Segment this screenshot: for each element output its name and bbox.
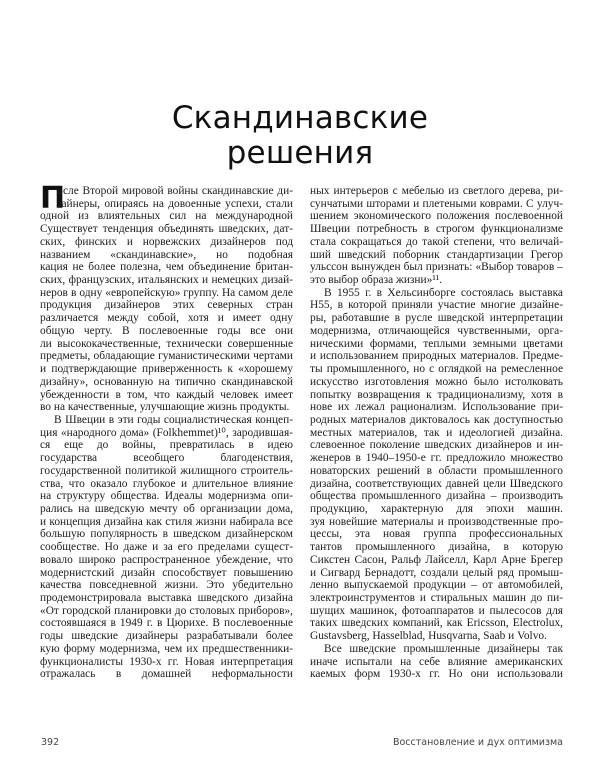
text-line: на структуру общества. Идеалы модернизма опи- xyxy=(40,490,293,503)
text-line: сообществе. Но даже и за его пределами сущест- xyxy=(40,541,293,554)
drop-cap: П xyxy=(40,181,66,216)
text-line: общества промышленного дизайна – производить xyxy=(310,490,563,503)
text-line: и использованием природных материалов. Предме- xyxy=(310,350,563,363)
text-line: продукцию, характерную для эпохи машин. xyxy=(310,502,563,515)
text-line: рались на шведскую мечту об организации дома, xyxy=(40,502,293,515)
text-line: родных материалов диктовалось как доступностью xyxy=(310,413,563,426)
text-line: ских, финских и норвежских дизайнеров под xyxy=(40,235,293,248)
text-line: модернизма, отличающейся чувственными, орга- xyxy=(310,324,563,337)
text-line: ция «народного дома» (Folkhemmet)¹⁰, зародившая- xyxy=(40,426,293,439)
text-line: различается между собой, хотя и имеет одну xyxy=(40,312,293,325)
text-line: отражалась в домашней неформальности xyxy=(40,668,293,681)
text-line: государства всеобщего благоденствия, xyxy=(40,452,293,465)
text-line: ульссон вынужден был признать: «Выбор товаров – xyxy=(310,261,563,274)
text-line: Н55, в которой приняли участие многие дизайне- xyxy=(310,299,563,312)
text-line: годы шведские дизайнеры разрабатывали более xyxy=(40,630,293,643)
text-line: это выбор образа жизни»¹¹. xyxy=(310,274,442,287)
text-line: женеров в 1940–1950-е гг. предложило множество xyxy=(310,452,563,465)
text-line: местных материалов, так и идеологией дизайна. xyxy=(310,426,563,439)
text-line: ных интерьеров с мебелью из светлого дерева, ри- xyxy=(310,185,563,197)
text-line: ленно выпускаемой продукции – от автомобилей, xyxy=(310,579,563,592)
text-line: во на качественные, улучшающие жизнь продукты. xyxy=(40,401,290,414)
text-line: неров в одну «европейскую» группу. На самом деле xyxy=(40,286,293,299)
text-line: кую форму модернизма, чем их предшественники- xyxy=(40,642,293,655)
text-line: и подтверждающие приверженность к «хорошему xyxy=(40,363,293,376)
text-line: таких шведских компаний, как Ericsson, Electrolux, xyxy=(310,617,563,630)
text-line: дизайну», основанную на типично скандинавской xyxy=(40,375,293,388)
text-line: Швеции потребность в строгом функционализме xyxy=(310,223,563,236)
left-text-column xyxy=(40,181,293,681)
text-line: ства, что оказало глубокое и длительное влияние xyxy=(40,477,293,490)
chapter-title-line-1: Скандинавские xyxy=(171,99,429,136)
text-line: Все шведские промышленные дизайнеры так xyxy=(324,642,563,655)
text-line: слевоенное поколение шведских дизайнеров и ин- xyxy=(310,439,563,452)
text-line: и Сигвард Бернадотт, создали целый ряд промыш- xyxy=(310,566,563,579)
text-line: сунчатыми шторами и плетеными коврами. С улуч- xyxy=(310,197,563,210)
text-line: ший шведский поборник стандартизации Грегор xyxy=(310,248,563,261)
text-line: и концепция дизайна как стиля жизни набирала все xyxy=(40,515,293,528)
text-line: шущих машинок, фотоаппаратов и пылесосов для xyxy=(310,604,563,617)
text-line: попытку возвращения к традиционализму, хотя в xyxy=(310,388,563,401)
text-line: зайнеры, опираясь на довоенные успехи, стали xyxy=(57,197,293,210)
right-text-column xyxy=(310,185,563,681)
text-line: общую черту. В послевоенные годы все они xyxy=(40,324,293,337)
text-line: стала сокращаться до такой степени, что величай- xyxy=(310,235,563,248)
text-line: вовало широко распространенное убеждение, что xyxy=(40,553,293,566)
text-line: кация не более полезна, чем объединение британ- xyxy=(40,261,293,274)
text-line: продемонстрировала выставка шведского дизайна xyxy=(40,592,293,604)
text-line: модернистский дизайн способствует повышению xyxy=(40,566,293,579)
text-line: названием «скандинавские», но подобная xyxy=(40,248,293,261)
text-line: В Швеции в эти годы социалистическая концеп- xyxy=(54,413,293,426)
text-line: иначе испытали на себе влияние американских xyxy=(310,655,563,668)
text-line: каемых форм 1930-х гг. Но они использовали xyxy=(310,668,563,681)
text-line: цессы, эта новая группа профессиональных xyxy=(310,528,563,541)
text-line: одной из влиятельных сил на международной xyxy=(40,210,293,223)
text-line: ры, работавшие в русле шведской интерпретации xyxy=(310,312,563,325)
text-line: продукция дизайнеров этих северных стран xyxy=(40,299,293,312)
text-line: большую популярность в шведском дизайнерском xyxy=(40,528,293,541)
text-line: В 1955 г. в Хельсинборге состоялась выставка xyxy=(324,286,563,299)
text-line: «От городской планировки до столовых приборов», xyxy=(40,604,293,617)
page-number: 392 xyxy=(41,737,60,748)
text-line: электроинструментов и стиральных машин до пи- xyxy=(310,592,563,604)
text-line: Gustavsberg, Hasselblad, Husqvarna, Saab и Volvo. xyxy=(310,630,547,643)
text-line: искусство изготовления можно было истолковать xyxy=(310,375,563,388)
text-line: ли высококачественные, технически совершенные xyxy=(40,337,293,350)
text-line: качества повседневной жизни. Это убедительно xyxy=(40,579,293,592)
running-title: Восстановление и дух оптимизма xyxy=(392,737,563,748)
text-line: новаторских решений в области промышленного xyxy=(310,464,563,477)
text-line: Сикстен Сасон, Ральф Лайселл, Карл Арне Брегер xyxy=(310,553,563,566)
chapter-title-line-2: решения xyxy=(226,134,374,171)
text-line: государственной политикой жилищного строитель- xyxy=(40,464,293,477)
text-line: дизайна, соответствующих давней цели Шведского xyxy=(310,477,563,490)
text-line: Существует тенденция объединять шведских, дат- xyxy=(40,223,293,236)
text-line: убежденности в том, что каждый человек имеет xyxy=(40,388,293,401)
text-line: предметы, обладающие гуманистическими чертами xyxy=(40,350,293,363)
text-line: ся еще до войны, превратилась в идею xyxy=(40,439,293,452)
text-line: ты промышленного, но с оглядкой на ремесленное xyxy=(310,363,563,376)
text-line: нове их лежал рационализм. Использование при- xyxy=(310,401,563,414)
text-line: шением экономического положения послевоенной xyxy=(310,210,563,223)
text-line: зуя новейшие материалы и производственные про- xyxy=(310,515,563,528)
text-line: состоявшаяся в 1949 г. в Цюрихе. В послевоенные xyxy=(40,617,293,630)
text-line: осле Второй мировой войны скандинавские ди- xyxy=(57,185,293,197)
text-line: функционалисты 1930-х гг. Новая интерпретация xyxy=(40,655,293,668)
text-line: ническими формами, теплыми земными цветами xyxy=(310,337,563,350)
text-line: тантов промышленного дизайна, в которую xyxy=(310,541,563,554)
text-line: ских, французских, итальянских и немецких дизай- xyxy=(40,274,293,287)
